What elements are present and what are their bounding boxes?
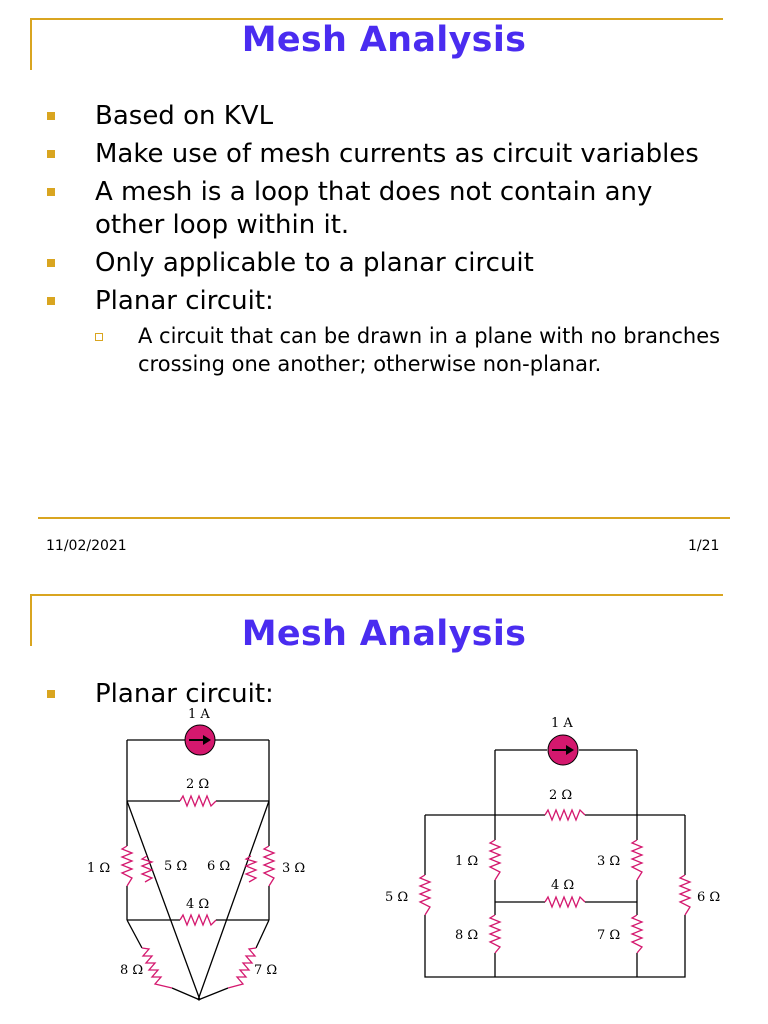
bullet-square-icon (47, 112, 55, 120)
bullet-item: Make use of mesh currents as circuit variables (47, 138, 727, 171)
slide-title: Mesh Analysis (241, 20, 527, 60)
resistor-6-ohm-icon (680, 875, 690, 915)
footer-date: 11/02/2021 (46, 538, 127, 554)
label-source: 1 A (551, 716, 573, 731)
label-r-outer-left: 5 Ω (385, 890, 409, 905)
label-source: 1 A (188, 707, 210, 722)
bullet-square-icon (47, 297, 55, 305)
sub-bullet-item: A circuit that can be drawn in a plane with no branches crossing one another; otherwise non-planar. (95, 322, 727, 378)
top-rule (30, 594, 723, 596)
label-r-top: 2 Ω (549, 788, 573, 803)
bullet-square-icon (47, 188, 55, 196)
label-r-bottom-left: 8 Ω (120, 963, 144, 978)
label-r-mid: 4 Ω (551, 878, 575, 893)
circuit-diagram-left (80, 698, 320, 1018)
footer-page-number: 1/21 (688, 538, 720, 554)
hollow-square-icon (95, 333, 103, 341)
label-r-bottom-right: 7 Ω (254, 963, 278, 978)
label-r-outer-right: 6 Ω (697, 890, 721, 905)
resistor-2-ohm-icon (545, 810, 585, 820)
resistor-7-ohm-icon (228, 948, 256, 988)
bullet-square-icon (47, 259, 55, 267)
sub-bullet-list (95, 322, 727, 378)
label-r-right: 3 Ω (282, 861, 306, 876)
resistor-5-ohm-icon (142, 856, 152, 882)
bullet-item: Planar circuit: (47, 678, 447, 711)
label-r-inner-right-top: 3 Ω (597, 854, 621, 869)
label-r-inner-left: 5 Ω (164, 859, 188, 874)
label-r-inner-right: 6 Ω (207, 859, 231, 874)
resistor-8-ohm-icon (490, 915, 500, 953)
label-r-inner-left-top: 1 Ω (455, 854, 479, 869)
bullet-item: A mesh is a loop that does not contain any other loop within it. (47, 176, 727, 242)
resistor-5-ohm-icon (420, 875, 430, 915)
resistor-2-ohm-icon (180, 796, 216, 806)
label-r-inner-left-bottom: 8 Ω (455, 928, 479, 943)
resistor-4-ohm-icon (545, 897, 585, 907)
slide-2 (0, 580, 768, 1024)
label-r-top: 2 Ω (186, 777, 210, 792)
resistor-3-ohm-icon (632, 840, 642, 880)
resistor-6-ohm-icon (246, 856, 256, 882)
bullet-item: Only applicable to a planar circuit (47, 247, 727, 280)
circuit-diagram-right (375, 705, 735, 1005)
bullet-square-icon (47, 150, 55, 158)
resistor-8-ohm-icon (142, 948, 172, 988)
resistor-7-ohm-icon (632, 915, 642, 953)
slide-title: Mesh Analysis (241, 614, 527, 654)
wire (425, 815, 685, 977)
label-r-inner-right-bottom: 7 Ω (597, 928, 621, 943)
resistor-3-ohm-icon (264, 846, 274, 886)
bullet-square-icon (47, 690, 55, 698)
label-r-mid: 4 Ω (186, 897, 210, 912)
resistor-1-ohm-icon (122, 846, 132, 886)
bullet-item: Planar circuit: A circuit that can be drawn in a plane with no branches crossing one another; otherwise non-planar. (47, 285, 727, 378)
label-r-left: 1 Ω (87, 861, 111, 876)
resistor-4-ohm-icon (180, 915, 216, 925)
bullet-list (47, 100, 727, 383)
resistor-1-ohm-icon (490, 840, 500, 880)
bullet-item: Based on KVL (47, 100, 727, 133)
footer-rule (38, 517, 730, 519)
